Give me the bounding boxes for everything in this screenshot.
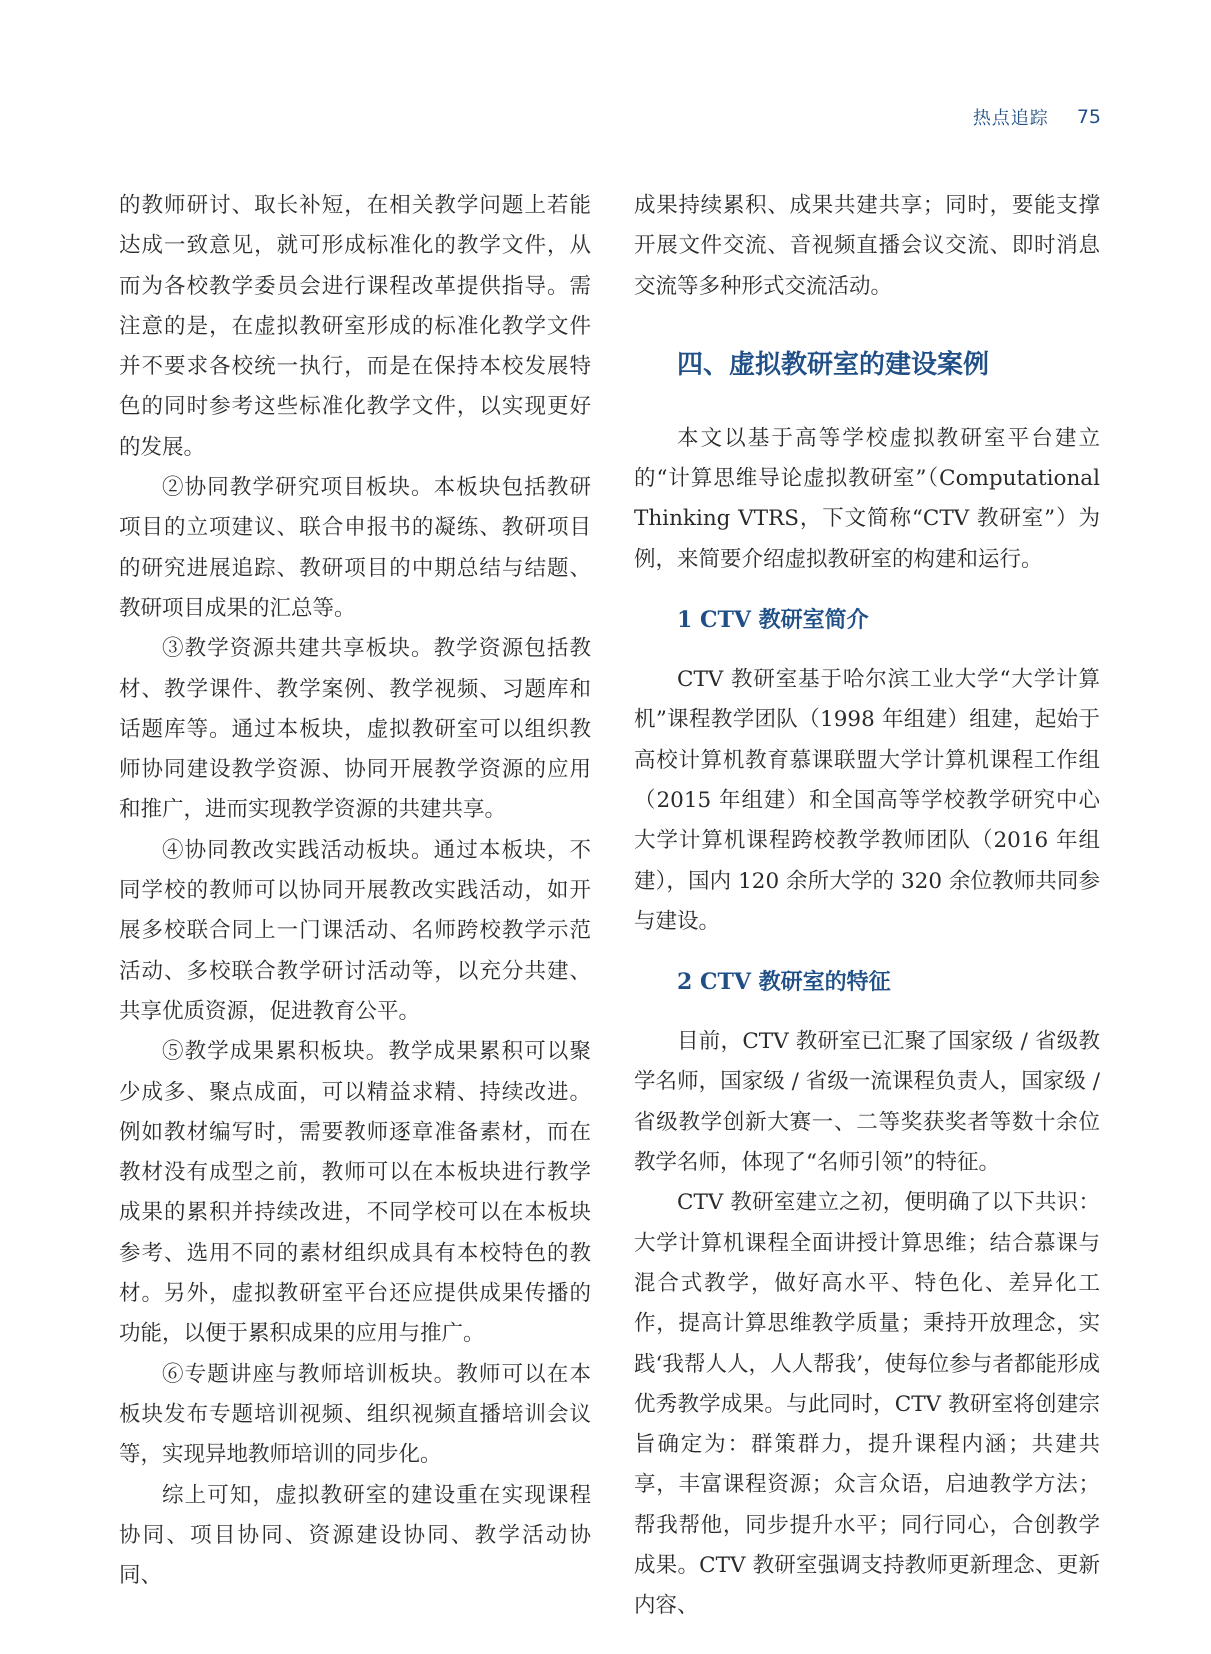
paragraph: CTV 教研室基于哈尔滨工业大学“大学计算机”课程教学团队（1998 年组建）组建，起始于高校计算机教育慕课联盟大学计算机课程工作组（2015 年组建）和全国高等学校教学研究中心大学计算机课程跨校教学教师团队（2016 年组建），国内 120 余所大学的 320 余位教师共同参与建设。 [634,667,1100,934]
right-column [634,186,1100,1627]
subsection-heading: 2 CTV 教研室的特征 [677,969,891,996]
page-header [973,104,1101,130]
section-heading: 四、虚拟教研室的建设案例 [677,349,990,380]
paragraph: ③教学资源共建共享板块。教学资源包括教材、教学课件、教学案例、教学视频、习题库和话题库等。通过本板块，虚拟教研室可以组织教师协同建设教学资源、协同开展教学资源的应用和推广，进而实现教学资源的共建共享。 [119,636,591,823]
paragraph: ②协同教学研究项目板块。本板块包括教研项目的立项建议、联合申报书的凝练、教研项目的研究进展追踪、教研项目的中期总结与结题、教研项目成果的汇总等。 [119,475,591,621]
paragraph: ⑤教学成果累积板块。教学成果累积可以聚少成多、聚点成面，可以精益求精、持续改进。例如教材编写时，需要教师逐章准备素材，而在教材没有成型之前，教师可以在本板块进行教学成果的累积并持续改进，不同学校可以在本板块参考、选用不同的素材组织成具有本校特色的教材。另外，虚拟教研室平台还应提供成果传播的功能，以便于累积成果的应用与推广。 [119,1039,591,1347]
paragraph: 成果持续累积、成果共建共享；同时，要能支撑开展文件交流、音视频直播会议交流、即时消息交流等多种形式交流活动。 [634,193,1100,299]
paragraph: 目前，CTV 教研室已汇聚了国家级 / 省级教学名师，国家级 / 省级一流课程负责人，国家级 / 省级教学创新大赛一、二等奖获奖者等数十余位教学名师，体现了“名师引领”的特征。 [634,1029,1100,1176]
paragraph: CTV 教研室建立之初，便明确了以下共识：大学计算机课程全面讲授计算思维；结合慕课与混合式教学，做好高水平、特色化、差异化工作，提高计算思维教学质量；秉持开放理念，实践‘我帮人人，人人帮我’，使每位参与者都能形成优秀教学成果。与此同时，CTV 教研室将创建宗旨确定为：群策群力，提升课程内涵；共建共享，丰富课程资源；众言众语，启迪教学方法；帮我帮他，同步提升水平；同行同心，合创教学成果。CTV 教研室强调支持教师更新理念、更新内容、 [634,1190,1100,1619]
paragraph: 的教师研讨、取长补短，在相关教学问题上若能达成一致意见，就可形成标准化的教学文件，从而为各校教学委员会进行课程改革提供指导。需注意的是，在虚拟教研室形成的标准化教学文件并不要求各校统一执行，而是在保持本校发展特色的同时参考这些标准化教学文件，以实现更好的发展。 [119,193,591,460]
paragraph: ⑥专题讲座与教师培训板块。教师可以在本板块发布专题培训视频、组织视频直播培训会议等，实现异地教师培训的同步化。 [119,1361,591,1468]
subsection-heading: 1 CTV 教研室简介 [677,607,869,634]
page-number: 75 [1076,106,1101,128]
left-column [119,186,591,1596]
section-title: 热点追踪 [972,108,1049,129]
paragraph: 综上可知，虚拟教研室的建设重在实现课程协同、项目协同、资源建设协同、教学活动协同、 [119,1482,591,1589]
paragraph: 本文以基于高等学校虚拟教研室平台建立的“计算思维导论虚拟教研室”（Computational Thinking VTRS，下文简称“CTV 教研室”）为例，来简要介绍虚拟教研室的构建和运行。 [634,425,1100,572]
paragraph: ④协同教改实践活动板块。通过本板块，不同学校的教师可以协同开展教改实践活动，如开展多校联合同上一门课活动、名师跨校教学示范活动、多校联合教学研讨活动等，以充分共建、共享优质资源，促进教育公平。 [119,837,591,1024]
